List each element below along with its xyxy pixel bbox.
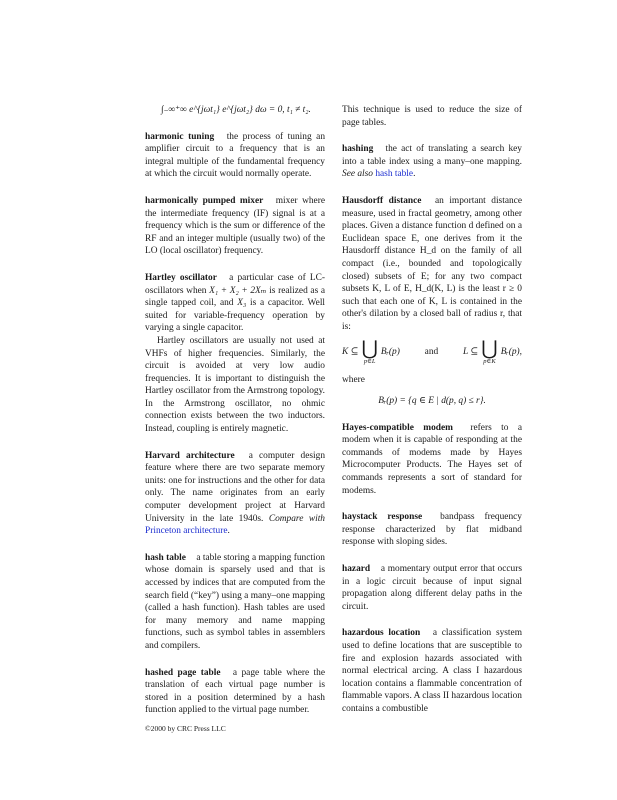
where-label: where bbox=[342, 374, 365, 385]
union-left bbox=[342, 337, 400, 366]
entry-term: Harvard architecture bbox=[145, 450, 235, 461]
union-right bbox=[463, 337, 522, 366]
entry-definition-part: a particular case of LC-oscillators when bbox=[145, 272, 326, 296]
entry-hausdorff-distance bbox=[342, 195, 522, 408]
entry-term: hazard bbox=[342, 564, 371, 575]
link-princeton-architecture[interactable]: Princeton architecture bbox=[145, 526, 228, 537]
entry-hashing bbox=[342, 143, 522, 181]
punctuation: . bbox=[413, 169, 416, 180]
link-hash-table[interactable]: hash table bbox=[375, 169, 414, 180]
entry-harmonically-pumped-mixer bbox=[145, 195, 325, 258]
entry-hazard bbox=[342, 563, 522, 613]
entry-term: hazardous location bbox=[342, 628, 421, 639]
big-union-symbol bbox=[481, 337, 498, 366]
math-part: Bᵣ(p), bbox=[500, 347, 522, 358]
math-inline: X₁ + X₂ + 2Xₘ bbox=[209, 285, 267, 296]
entry-definition: a computer design feature where there are two separate memory units: one for instructions and the other for data only. The name originates from an early computer development project at Harvard University in the late 1940s. bbox=[145, 450, 326, 524]
entry-definition: an important distance measure, used in fractal geometry, among other places. Given a distance function d defined on a Euclidean space E, one derives from it the Hausdorff distance H_d on the family of all compact (i.e., bounded and topologically closed) subsets of E; for any two compact subsets K, L of E, H_d(K, L) is the least r ≥ 0 such that each one of K, L is contained in the other's dilation by a closed ball of radius r, that is: bbox=[342, 195, 522, 332]
math-connector: and bbox=[424, 347, 439, 358]
entry-term: haystack response bbox=[342, 512, 423, 523]
compare-label: Compare with bbox=[268, 513, 325, 524]
entry-definition: a classification system used to define locations that are susceptible to fire and explosion hazards associated with normal electrical arcing. A class I hazardous location contains a flammable concentration of flammable vapors. A class II hazardous location contains a combustible bbox=[342, 628, 522, 714]
entry-definition-part: is a capacitor. Well suited for variable-frequency operation by varying a single capacitor. bbox=[145, 298, 326, 334]
entry-definition: the act of translating a search key into a table index using a many–one mapping. bbox=[342, 144, 522, 167]
see-also-label: See also bbox=[342, 169, 373, 180]
entry-definition: a page table where the translation of each virtual page number is stored in a position determined by a hash function applied to the virtual page number. bbox=[145, 667, 325, 716]
union-subscript: p∈K bbox=[483, 357, 496, 365]
entry-term: Hausdorff distance bbox=[342, 195, 422, 206]
union-subscript: p∈L bbox=[363, 357, 376, 365]
continuation-text: This technique is used to reduce the size of page tables. bbox=[342, 105, 522, 128]
entry-paragraph: Hartley oscillators are usually not used at VHFs of higher frequencies. Similarly, the circuit is avoided at very low audio frequencies. It is important to distinguish the Hartley oscillator from the Armstrong topology. In the Armstrong oscillator, no ohmic connection exists between the two inductors. Instead, coupling is entirely magnetic. bbox=[145, 335, 325, 435]
entry-term: Hartley oscillator bbox=[145, 272, 217, 283]
entry-term: hashing bbox=[342, 144, 374, 155]
entry-definition: the process of tuning an amplifier circuit to a frequency that is an integral multiple of the fundamental frequency at which the circuit would normally operate. bbox=[145, 131, 326, 180]
entry-hazardous-location bbox=[342, 627, 522, 715]
entry-hayes-compatible-modem bbox=[342, 422, 522, 498]
union-equation bbox=[342, 337, 522, 366]
entry-definition: mixer where the intermediate frequency (IF) signal is at a frequency which is the sum or difference of the RF and an integer multiple (usually two) of the LO (local oscillator) frequency. bbox=[145, 195, 325, 257]
entry-term: harmonic tuning bbox=[145, 131, 215, 142]
math-part: L ⊆ bbox=[463, 347, 479, 358]
punctuation: . bbox=[227, 526, 230, 537]
entry-term: hashed page table bbox=[145, 667, 221, 678]
copyright-footer: ©2000 by CRC Press LLC bbox=[145, 724, 226, 733]
math-part: K ⊆ bbox=[342, 347, 359, 358]
entry-hartley-oscillator bbox=[145, 272, 325, 436]
math-inline: X₃ bbox=[237, 298, 247, 309]
left-column bbox=[145, 104, 325, 731]
entry-definition: refers to a modem when it is capable of responding at the commands of modems made by Hayes Microcomputer Products. The Hayes set of commands represents a sort of standard for modems. bbox=[342, 422, 523, 496]
entry-harmonic-tuning bbox=[145, 131, 325, 181]
entry-definition: a momentary output error that occurs in a logic circuit because of input signal propagation along different delay paths in the circuit. bbox=[342, 564, 522, 612]
entry-term: harmonically pumped mixer bbox=[145, 195, 264, 206]
entry-definition: bandpass frequency response characterized by flat midband response with sloping sides. bbox=[342, 512, 522, 548]
ball-equation: Bᵣ(p) = {q ∈ E | d(p, q) ≤ r}. bbox=[378, 396, 486, 407]
entry-term: Hayes-compatible modem bbox=[342, 422, 453, 433]
union-icon: ⋃ bbox=[481, 337, 498, 360]
entry-haystack-response bbox=[342, 511, 522, 549]
entry-definition-part: is realized as a single tapped coil, and bbox=[145, 285, 326, 309]
entry-hash-table bbox=[145, 552, 325, 653]
math-part: Bᵣ(p) bbox=[380, 347, 400, 358]
entry-definition: a table storing a mapping function whose domain is sparsely used and that is accessed by indices that are computed from the search field (“key”) using a many–one mapping (called a hash function). Hash tables are used for many memory and name mapping functions, such as symbol tables in assemblers and compilers. bbox=[145, 552, 325, 651]
top-equation: ∫₋∞⁺∞ e^{jωt₁} e^{jωt₂} dω = 0, t₁ ≠ t₂. bbox=[161, 105, 311, 115]
entry-term: hash table bbox=[145, 552, 186, 563]
union-icon: ⋃ bbox=[361, 337, 378, 360]
entry-hashed-page-table bbox=[145, 667, 325, 717]
right-column bbox=[342, 104, 522, 730]
big-union-symbol bbox=[361, 337, 378, 366]
entry-harvard-architecture bbox=[145, 450, 325, 538]
